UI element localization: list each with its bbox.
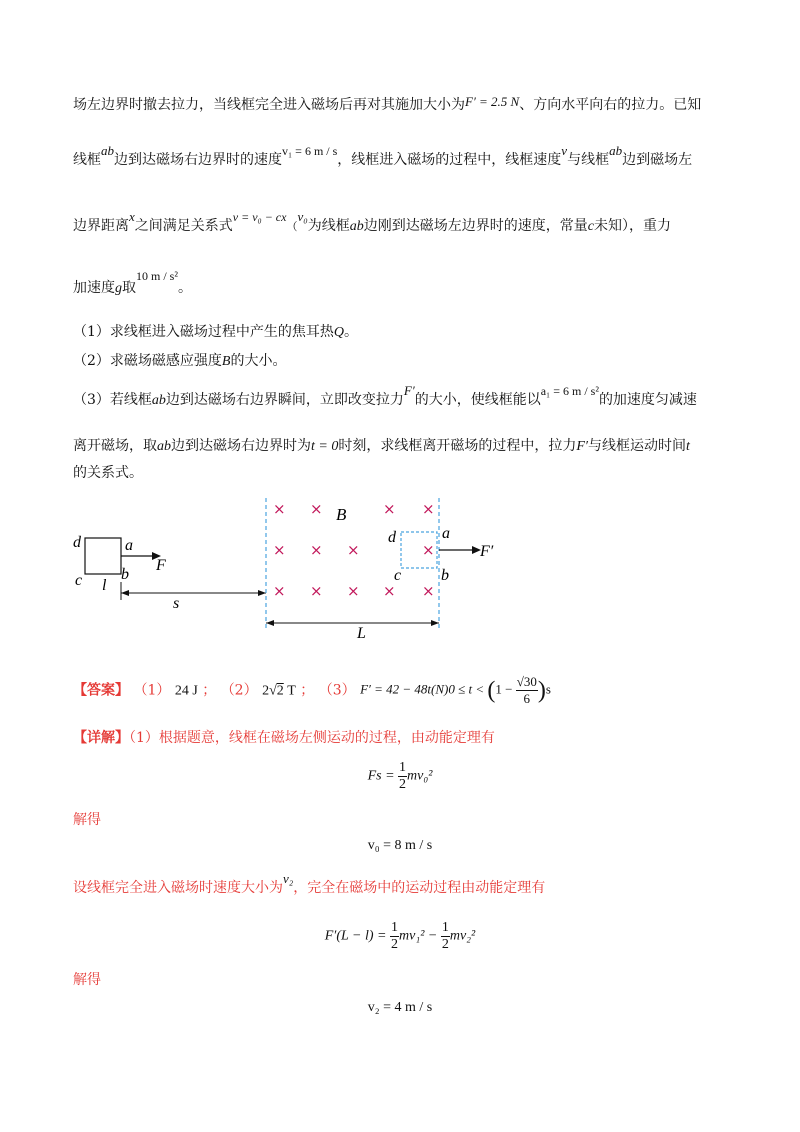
text: ，完全在磁场中的运动过程由动能定理有 [293, 880, 546, 896]
numerator: 1 [441, 920, 449, 935]
s-arrowhead-left [121, 590, 129, 596]
numerator: √30 [516, 674, 537, 689]
denominator: 2 [441, 937, 449, 952]
field-cross: × [310, 541, 323, 559]
field-cross: × [310, 500, 323, 518]
equation-1 [0, 760, 800, 793]
text: （ [286, 220, 298, 233]
field-cross: × [310, 582, 323, 600]
left-label-d: d [73, 534, 81, 551]
denominator: 2 [391, 937, 399, 952]
answer-part-2-value: 2√2 T [262, 683, 296, 699]
left-label-a: a [125, 537, 133, 554]
dist-label-s: s [173, 595, 180, 612]
equation-4 [0, 1000, 800, 1016]
field-cross: × [273, 500, 286, 518]
question-3-line-1 [73, 383, 697, 411]
field-cross: × [273, 541, 286, 559]
left-label-l: l [102, 577, 107, 594]
numerator: 1 [391, 920, 399, 935]
field-cross: × [347, 541, 360, 559]
left-label-c: c [75, 572, 83, 589]
field-cross: × [422, 582, 435, 600]
text: 的加速度匀减速 [598, 392, 697, 408]
question-2 [73, 351, 286, 372]
var-t: t [685, 439, 690, 454]
var-x: x [129, 209, 135, 224]
numerator: 1 [399, 760, 407, 775]
answer-part-1-value: 24 J [174, 683, 198, 699]
question-3-line-2 [73, 436, 690, 457]
right-label-c: c [394, 567, 402, 584]
solution-step-2 [73, 871, 546, 898]
text: （3）若线框 [73, 392, 152, 408]
var-F-prime: F′ [576, 439, 588, 454]
v0-result: v₀ = 8 m / s [367, 838, 433, 853]
field-cross: × [383, 582, 396, 600]
text: 未知），重力 [593, 218, 671, 234]
eq-left: F′(L − l) = [324, 928, 387, 944]
coefficient: 2 [262, 683, 270, 699]
text: 与线框 [567, 152, 610, 168]
text: 边到达磁场右边界瞬间，立即改变拉力 [165, 392, 404, 408]
fraction-half [398, 760, 407, 793]
answer-line [73, 674, 551, 707]
dist-label-L: L [357, 625, 366, 642]
text: 与线框运动时间 [587, 438, 686, 454]
radicand: 2 [276, 683, 284, 699]
problem-line-4 [73, 269, 192, 299]
text: 解得 [73, 972, 101, 988]
left-wire-frame [85, 538, 121, 574]
text: 离开磁场，取 [73, 438, 157, 454]
text: 边到达磁场右边界时的速度 [114, 152, 282, 168]
var-Q: Q [333, 325, 345, 340]
text: 。 [344, 324, 359, 340]
unit: T [283, 683, 296, 699]
equation-3 [0, 920, 800, 953]
text: 线框 [73, 152, 101, 168]
var-c: c [587, 219, 594, 234]
answer-part-3-label: （3） [318, 682, 356, 699]
solution-step-1 [73, 728, 495, 748]
physics-diagram [60, 490, 580, 650]
eq-right: mv₂² [449, 928, 476, 944]
problem-line-2 [73, 143, 693, 170]
text: 的大小。 [230, 353, 287, 369]
force-time-relation: F′ = 42 − 48t(N)0 ≤ t < [360, 681, 485, 697]
field-cross: × [422, 541, 435, 559]
text: ，线框进入磁场的过程中，线框速度 [337, 152, 562, 168]
var-ab: ab [101, 143, 114, 158]
relation-equation: v = v₀ − cx [232, 210, 287, 224]
left-label-F: F [156, 557, 166, 574]
text: 、方向水平向右的拉力。已知 [519, 97, 702, 113]
gravity-value: 10 m / s² [136, 269, 178, 283]
text: 。 [177, 280, 192, 296]
text: 加速度 [73, 280, 115, 296]
problem-line-1 [73, 95, 701, 115]
var-ab: ab [151, 393, 166, 408]
one-minus: 1 − [495, 681, 513, 697]
var-B: B [221, 354, 231, 369]
separator: ； [300, 682, 315, 699]
text: 为线框 [307, 218, 350, 234]
text: 之间满足关系式 [134, 218, 233, 234]
answer-label: 【答案】 [73, 682, 129, 699]
text: 取 [122, 280, 136, 296]
text: 设线框完全进入磁场时速度大小为 [73, 880, 283, 896]
problem-line-3 [73, 209, 671, 237]
force-equation: F′ = 2.5 N [465, 94, 520, 109]
right-label-b: b [441, 567, 449, 584]
equation-2 [0, 838, 800, 854]
fraction-half [390, 920, 399, 953]
field-cross: × [383, 500, 396, 518]
velocity-equation: v₁ = 6 m / s [282, 144, 338, 158]
text: （2）求磁场磁感应强度 [73, 353, 222, 369]
text: 边刚到达磁场左边界时的速度，常量 [363, 218, 588, 234]
answer-part-2-label: （2） [220, 682, 258, 699]
right-label-d: d [388, 529, 396, 546]
field-cross: × [273, 582, 286, 600]
text: 边界距离 [73, 218, 129, 234]
t-equals-zero: t = 0 [311, 439, 339, 454]
var-g: g [115, 281, 122, 296]
acceleration-value: a₁ = 6 m / s² [540, 384, 599, 398]
solution-label: 【详解】 [73, 730, 129, 746]
question-1 [73, 322, 358, 343]
var-v2: v₂ [283, 871, 294, 886]
denominator: 2 [399, 777, 407, 792]
text: 场左边界时撤去拉力，当线框完全进入磁场后再对其施加大小为 [73, 97, 465, 113]
var-ab: ab [349, 219, 364, 234]
left-label-b: b [121, 566, 129, 583]
s-arrowhead-right [258, 590, 266, 596]
separator: ； [202, 682, 217, 699]
text: 边到磁场左 [622, 152, 693, 168]
answer-part-1-label: （1） [133, 682, 171, 699]
v2-result: v₂ = 4 m / s [367, 1000, 433, 1015]
eq-right: mv₀² [407, 768, 433, 784]
answer-part-3-value: F′ = 42 − 48t(N)0 ≤ t < (1 − $\frac{√30}{6}$ )s [360, 674, 551, 706]
L-arrowhead-left [266, 620, 274, 626]
denominator: 6 [523, 691, 531, 706]
text: 边到达磁场右边界时为 [171, 438, 311, 454]
sqrt30-over-6 [516, 674, 538, 707]
var-F-prime: F′ [403, 383, 415, 398]
L-arrowhead-right [431, 620, 439, 626]
text: 的关系式。 [73, 465, 143, 481]
question-3-line-3 [73, 463, 143, 483]
fraction-half [441, 920, 450, 953]
eq-left: Fs = [367, 768, 395, 784]
jiede-2 [73, 970, 101, 990]
var-ab: ab [157, 439, 171, 454]
text: 时刻，求线框离开磁场的过程中，拉力 [338, 438, 577, 454]
jiede-1 [73, 810, 101, 830]
right-label-a: a [442, 525, 450, 542]
field-cross: × [347, 582, 360, 600]
field-cross: × [422, 500, 435, 518]
text: 解得 [73, 812, 101, 828]
right-label-F-prime: F′ [480, 543, 494, 560]
unit: s [545, 681, 551, 697]
var-v0: v₀ [297, 209, 308, 224]
text: （1）求线框进入磁场过程中产生的焦耳热 [73, 324, 334, 340]
field-label-B: B [336, 505, 347, 524]
eq-mid: mv₁² − [399, 928, 438, 944]
text: 的大小，使线框能以 [414, 392, 541, 408]
text: （1）根据题意，线框在磁场左侧运动的过程，由动能定理有 [129, 730, 495, 746]
var-ab: ab [609, 143, 623, 158]
var-v: v [561, 143, 568, 158]
